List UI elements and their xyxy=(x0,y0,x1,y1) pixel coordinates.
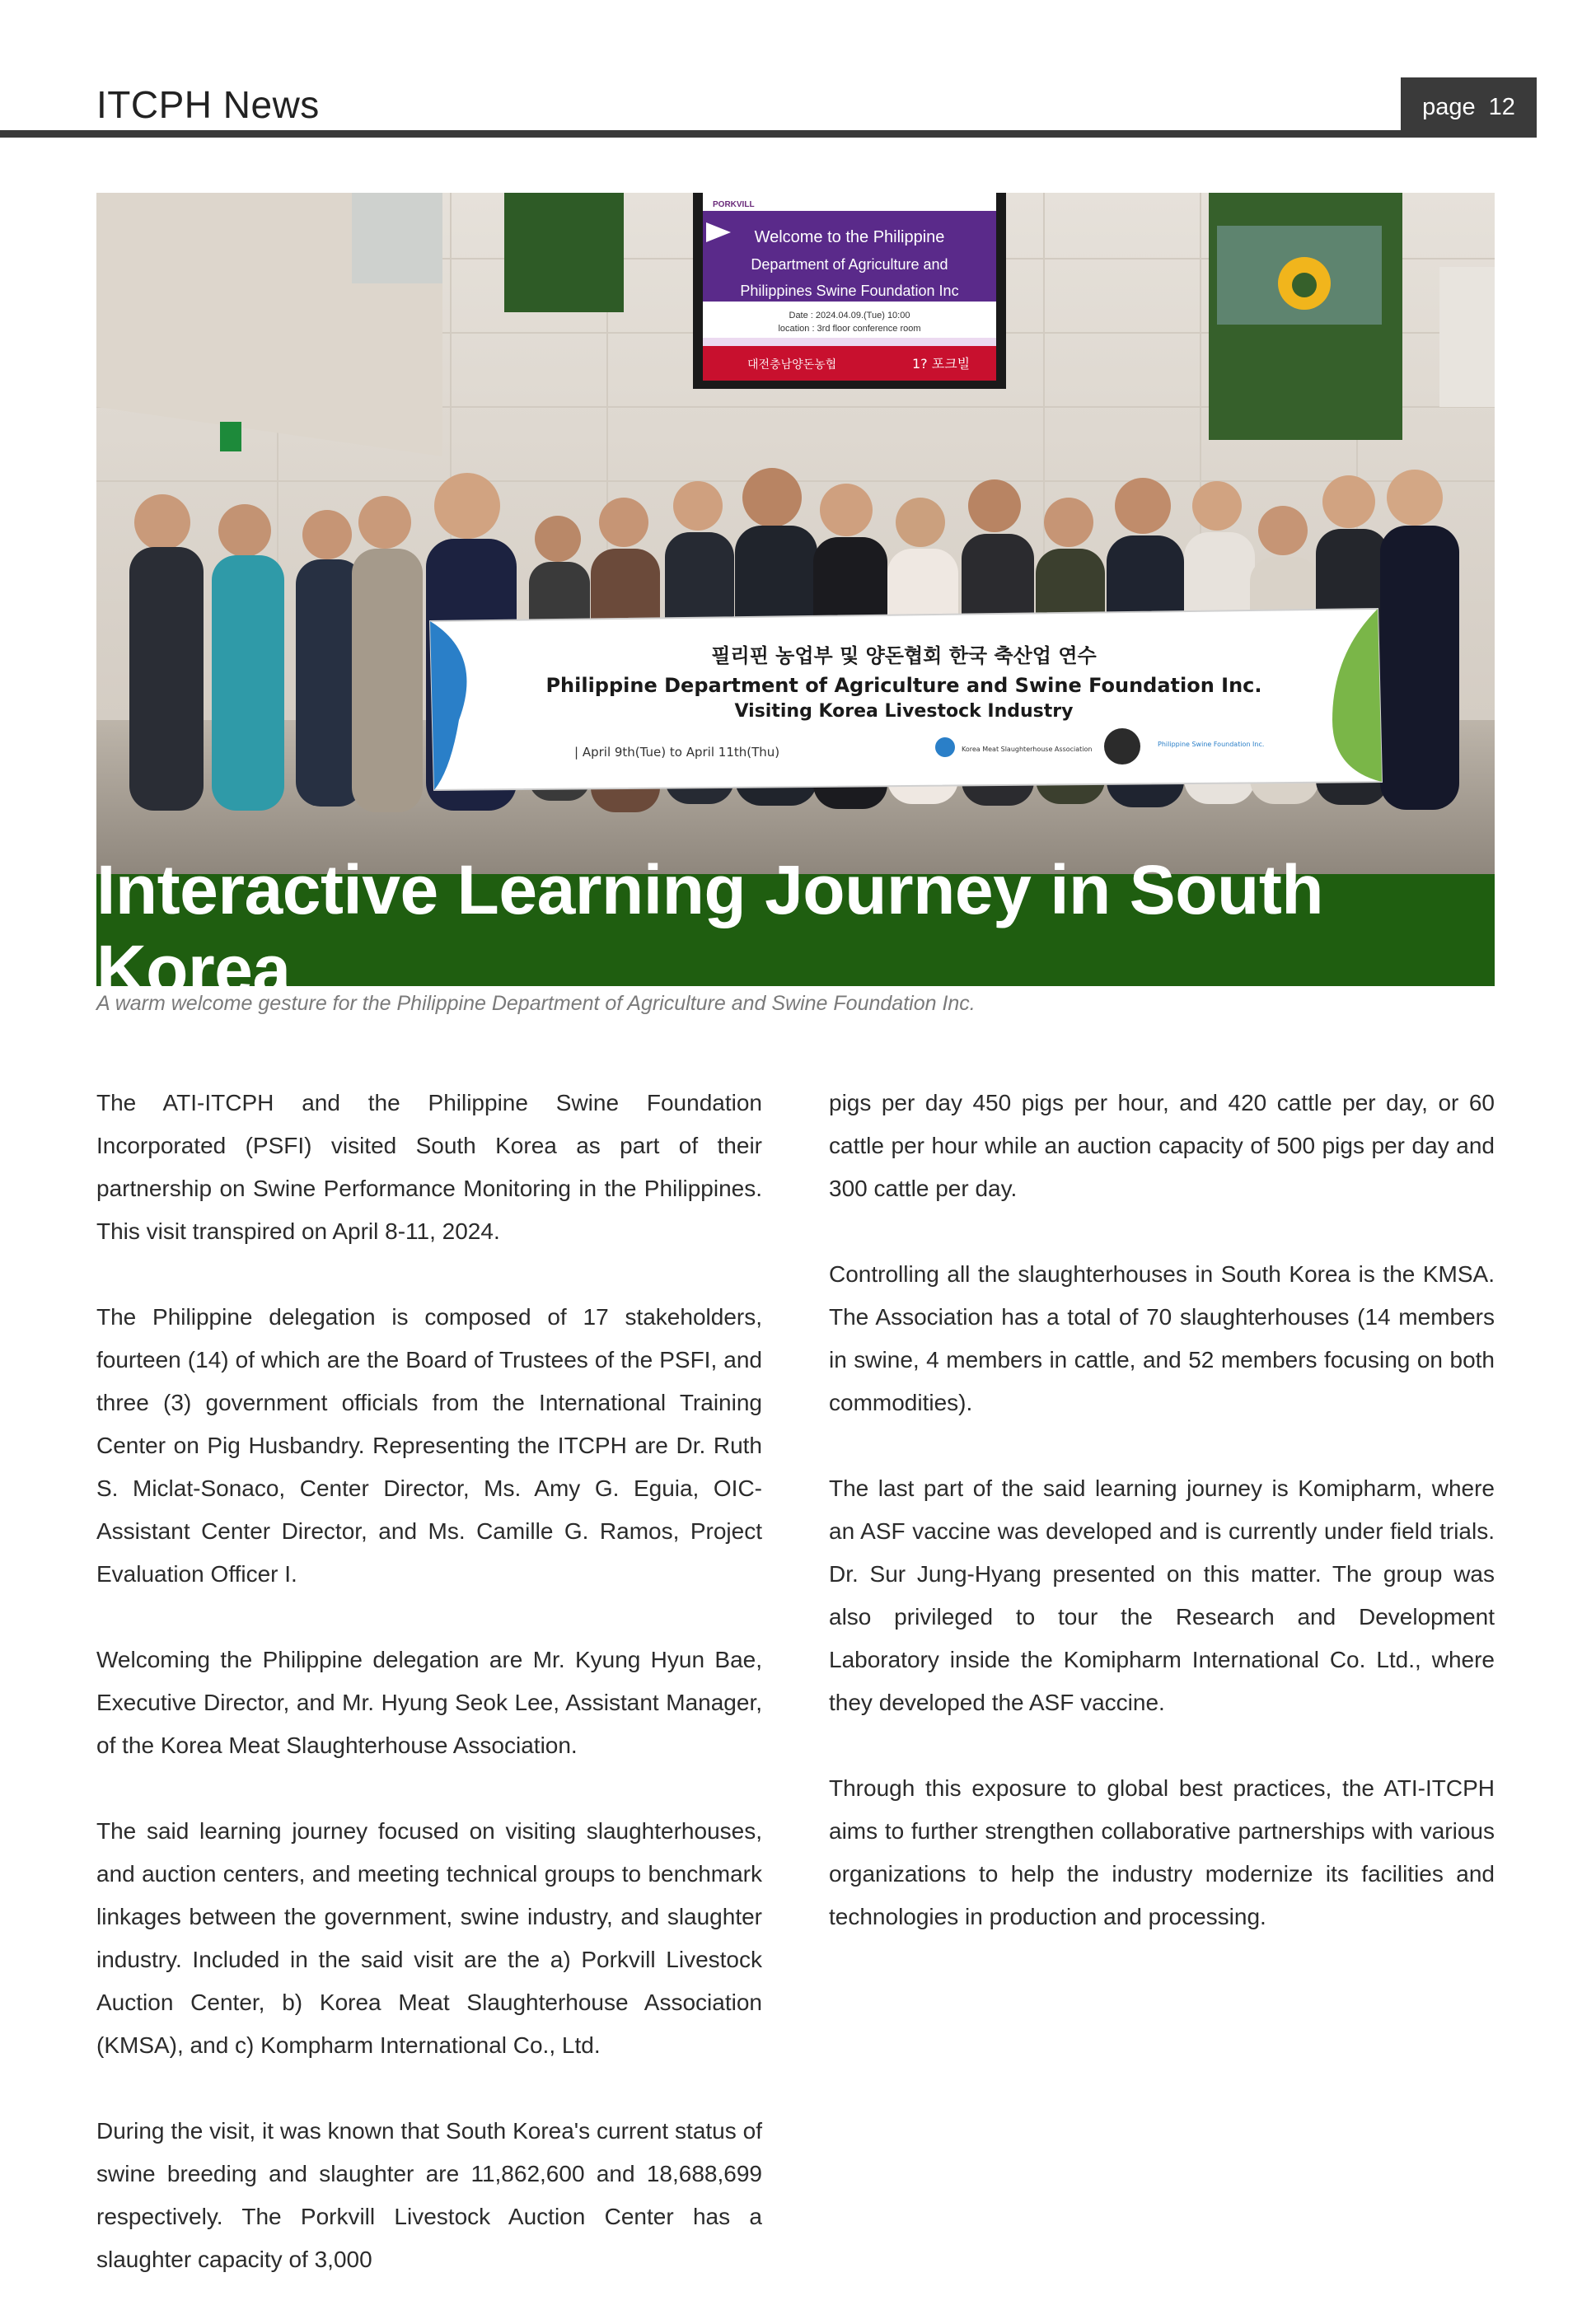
banner-logo-kmsa: Korea Meat Slaughterhouse Association xyxy=(962,746,1093,753)
article-title: Interactive Learning Journey in South Korea xyxy=(96,851,1324,1008)
paragraph: Through this exposure to global best practices, the ATI-ITCPH aims to further strengthen collaborative partnerships with various organizations to help the industry modernize its facilities and technologies in production and processing. xyxy=(829,1775,1495,1929)
welcome-banner xyxy=(430,609,1382,790)
photo-caption: A warm welcome gesture for the Philippine Department of Agriculture and Swine Foundation Inc. xyxy=(96,992,976,1015)
paragraph: The last part of the said learning journey is Komipharm, where an ASF vaccine was developed and is currently under field trials. Dr. Sur Jung-Hyang presented on this matter. The group was also privileged to tour the Research and Development Laboratory inside the Komipharm International Co. Ltd., where they developed the ASF vaccine. xyxy=(829,1475,1495,1715)
screen-line-1: Welcome to the Philippine xyxy=(754,228,945,246)
screen-line-4: Date : 2024.04.09.(Tue) 10:00 xyxy=(789,311,910,320)
banner-korean-title: 필리핀 농업부 및 양돈협회 한국 축산업 연수 xyxy=(711,644,1097,667)
banner-line-2: Visiting Korea Livestock Industry xyxy=(734,701,1074,722)
screen-line-2: Department of Agriculture and xyxy=(751,256,948,273)
screen-footer-right: 1? 포크빌 xyxy=(912,356,971,372)
paragraph: pigs per day 450 pigs per hour, and 420 cattle per day, or 60 cattle per hour while an auction capacity of 500 pigs per day and 300 cattle per day. xyxy=(829,1090,1495,1201)
article-column-left xyxy=(96,1082,762,2324)
screen-line-5: location : 3rd floor conference room xyxy=(778,324,921,334)
group-photo xyxy=(96,193,1495,874)
screen-line-0: PORKVILL xyxy=(713,200,755,209)
paragraph: Controlling all the slaughterhouses in South Korea is the KMSA. The Association has a total of 70 slaughterhouses (14 members in swine, 4 members in cattle, and 52 members focusing on both commodities). xyxy=(829,1261,1495,1415)
newsletter-title: ITCPH News xyxy=(96,83,320,126)
banner-dates: | April 9th(Tue) to April 11th(Thu) xyxy=(574,745,780,760)
header-rule xyxy=(0,130,1537,138)
screen-footer-left: 대전충남양돈농협 xyxy=(747,358,837,372)
screen-line-3: Philippines Swine Foundation Inc xyxy=(740,283,959,299)
page-number: 12 xyxy=(1488,94,1515,120)
paragraph: The Philippine delegation is composed of 17 stakeholders, fourteen (14) of which are the Board of Trustees of the PSFI, and three (3) government officials from the International Training Center on Pig Husbandry. Representing the ITCPH are Dr. Ruth S. Miclat-Sonaco, Center Director, Ms. Amy G. Eguia, OIC-Assistant Center Director, and Ms. Camille G. Ramos, Project Evaluation Officer I. xyxy=(96,1304,762,1587)
paragraph: Welcoming the Philippine delegation are Mr. Kyung Hyun Bae, Executive Director, and Mr. Hyung Seok Lee, Assistant Manager, of the Korea Meat Slaughterhouse Association. xyxy=(96,1647,762,1758)
banner-line-1: Philippine Department of Agriculture and Swine Foundation Inc. xyxy=(545,674,1262,697)
paragraph: The ATI-ITCPH and the Philippine Swine Foundation Incorporated (PSFI) visited South Korea as part of their partnership on Swine Performance Monitoring in the Philippines. This visit transpired on April 8-11, 2024. xyxy=(96,1090,762,1244)
article-column-right xyxy=(829,1082,1495,1981)
paragraph: The said learning journey focused on visiting slaughterhouses, and auction centers, and meeting technical groups to benchmark linkages between the government, swine industry, and slaughter industry. Included in the said visit are the a) Porkvill Livestock Auction Center, b) Korea Meat Slaughterhouse Association (KMSA), and c) Kompharm International Co., Ltd. xyxy=(96,1818,762,2058)
paragraph: During the visit, it was known that South Korea's current status of swine breeding and slaughter are 11,862,600 and 18,688,699 respectively. The Porkvill Livestock Auction Center has a slaughter capacity of 3,000 xyxy=(96,2118,762,2272)
banner-logo-psf: Philippine Swine Foundation Inc. xyxy=(1158,741,1265,748)
page-number-badge xyxy=(1401,77,1537,138)
page-label: page xyxy=(1422,94,1476,120)
